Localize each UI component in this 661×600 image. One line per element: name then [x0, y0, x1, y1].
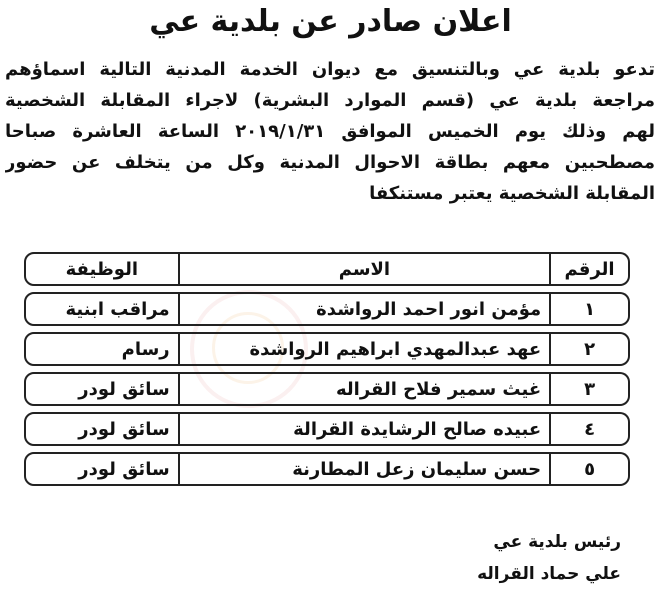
body-line: تدعو بلدية عي وبالتنسيق مع ديوان الخدمة المدنية التالية اسماؤهم: [5, 59, 655, 80]
header-name: الاسم: [180, 252, 551, 286]
table-row: [24, 372, 630, 406]
row-number: ٤: [551, 412, 630, 446]
row-name: حسن سليمان زعل المطارنة: [180, 452, 551, 486]
table-header-row: [24, 252, 630, 286]
announcement-body: [5, 54, 655, 209]
row-job: سائق لودر: [24, 412, 180, 446]
header-job: الوظيفة: [24, 252, 180, 286]
signature-block: [421, 526, 621, 590]
row-job: مراقب ابنية: [24, 292, 180, 326]
body-line: مصطحبين معهم بطاقة الاحوال المدنية وكل من يتخلف عن حضور: [5, 152, 655, 173]
row-job: رسام: [24, 332, 180, 366]
signer-position: رئيس بلدية عي: [493, 532, 621, 552]
row-job: سائق لودر: [24, 452, 180, 486]
row-name: عهد عبدالمهدي ابراهيم الرواشدة: [180, 332, 551, 366]
row-number: ٥: [551, 452, 630, 486]
row-name: عبيده صالح الرشايدة القرالة: [180, 412, 551, 446]
body-line: مراجعة بلدية عي (قسم الموارد البشرية) لاجراء المقابلة الشخصية: [5, 90, 655, 111]
announcement-title: اعلان صادر عن بلدية عي: [149, 4, 512, 39]
row-job: سائق لودر: [24, 372, 180, 406]
table-row: [24, 332, 630, 366]
row-number: ٣: [551, 372, 630, 406]
row-number: ٢: [551, 332, 630, 366]
header-number: الرقم: [551, 252, 630, 286]
row-name: غيث سمير فلاح القراله: [180, 372, 551, 406]
row-number: ١: [551, 292, 630, 326]
body-line: لهم وذلك يوم الخميس الموافق ٢٠١٩/١/٣١ الساعة العاشرة صباحا: [5, 121, 655, 142]
table-row: [24, 292, 630, 326]
row-name: مؤمن انور احمد الرواشدة: [180, 292, 551, 326]
table-row: [24, 412, 630, 446]
body-line: المقابلة الشخصية يعتبر مستنكفا: [369, 183, 655, 204]
candidates-table: [24, 246, 630, 492]
table-row: [24, 452, 630, 486]
signer-name: علي حماد القراله: [477, 564, 621, 584]
